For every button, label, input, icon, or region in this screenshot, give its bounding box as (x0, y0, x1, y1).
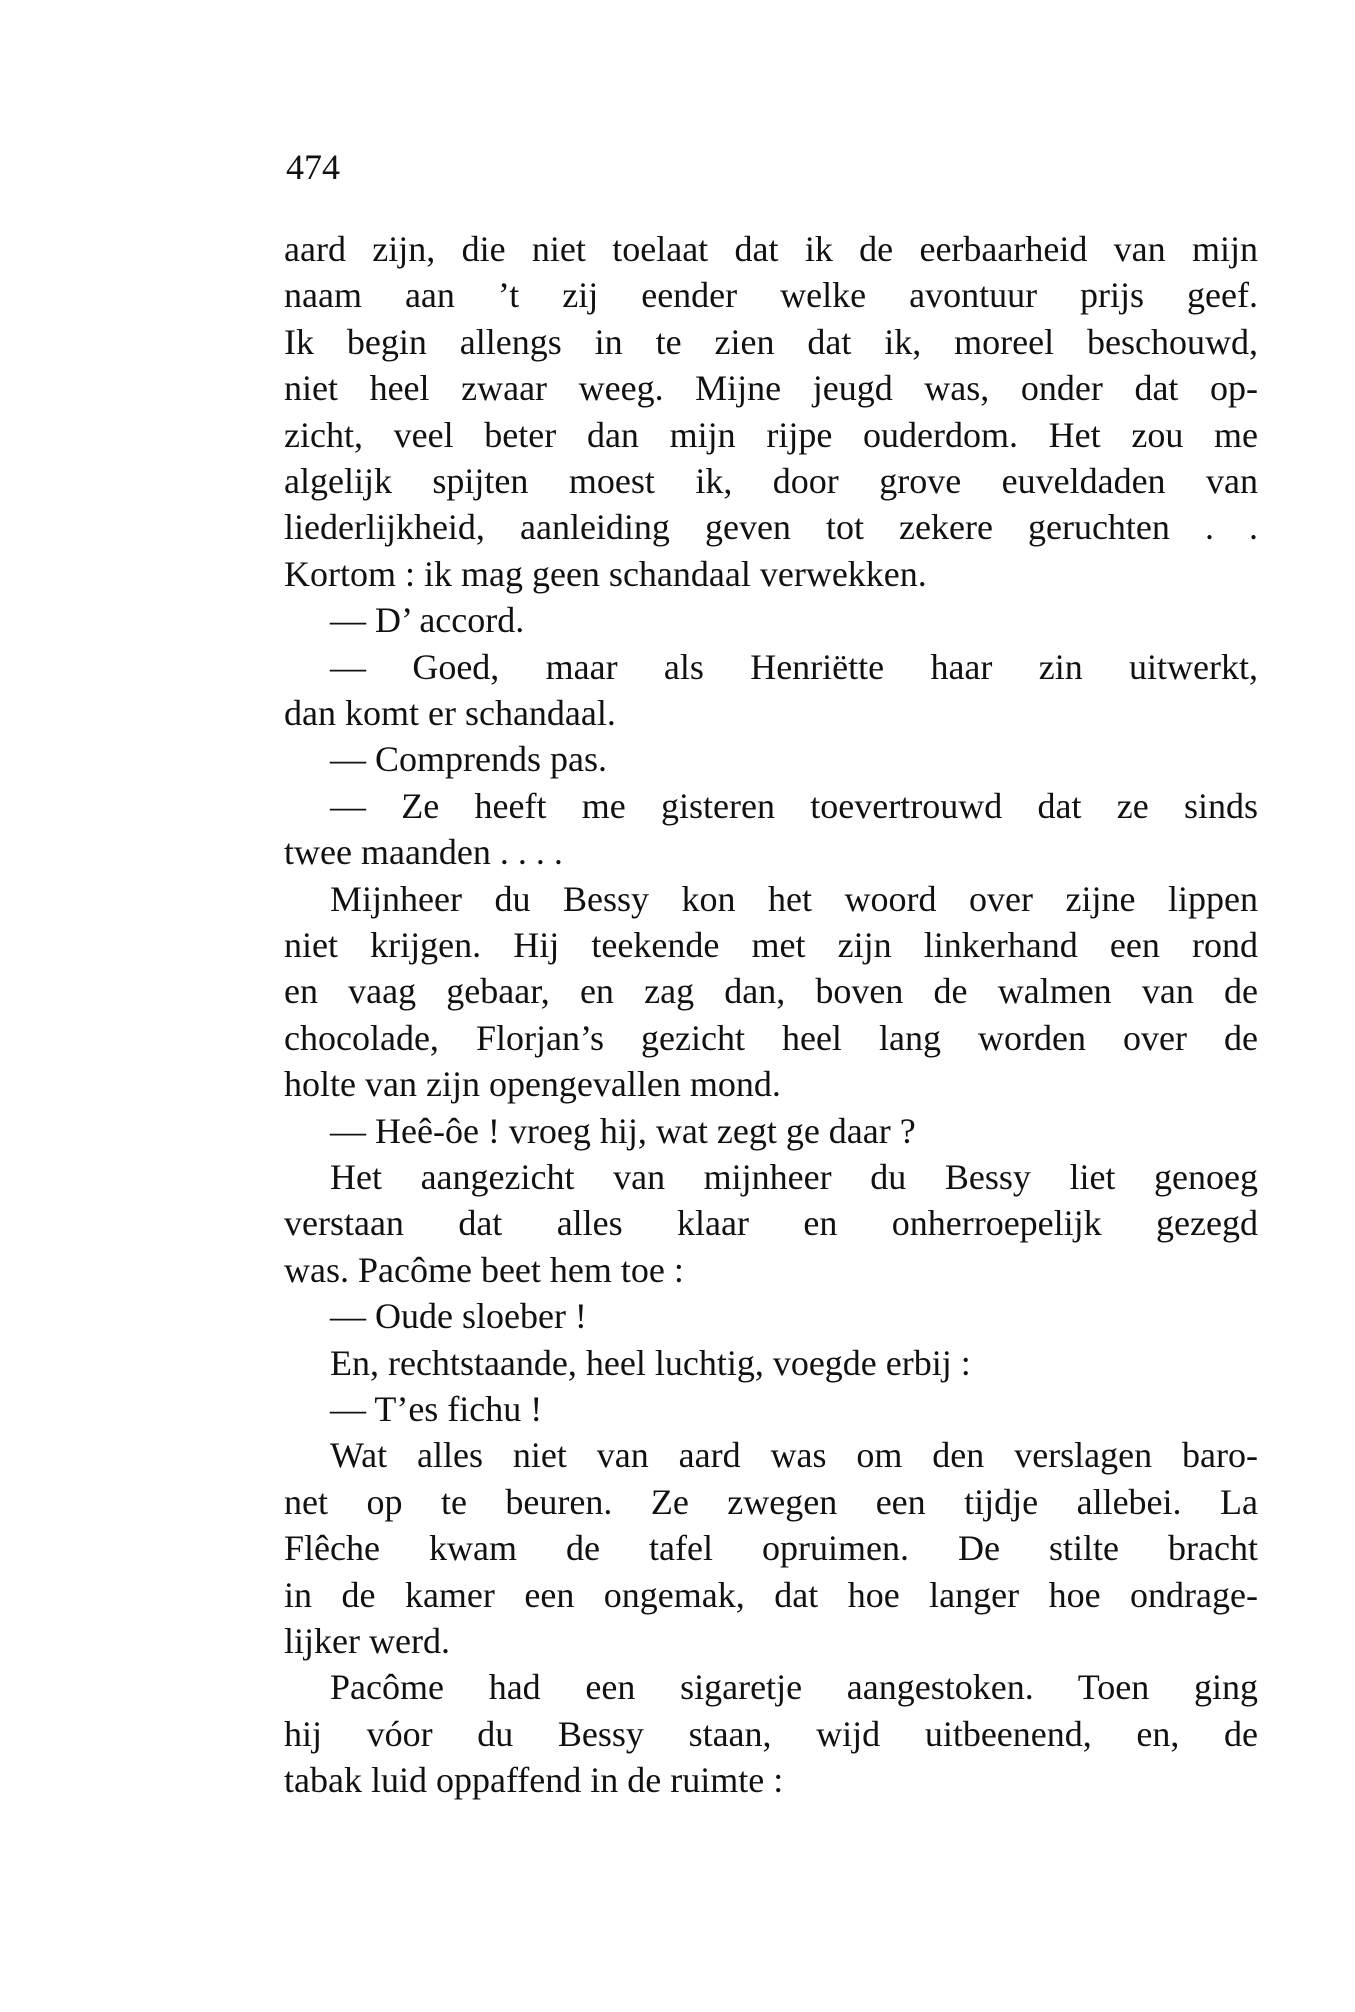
body-text (284, 226, 1258, 1803)
text-line: naam aan ’t zij eender welke avontuur prijs geef. (284, 275, 1258, 316)
text-line: — T’es fichu ! (330, 1388, 543, 1429)
text-line: — Comprends pas. (330, 739, 607, 780)
text-line: — Heê-ôe ! vroeg hij, wat zegt ge daar ? (330, 1110, 916, 1151)
text-line: En, rechtstaande, heel luchtig, voegde erbij : (330, 1342, 971, 1383)
text-line: chocolade, Florjan’s gezicht heel lang worden over de (284, 1017, 1258, 1058)
text-line: tabak luid oppaffend in de ruimte : (284, 1760, 784, 1801)
text-line: Pacôme had een sigaretje aangestoken. Toen ging (330, 1667, 1258, 1708)
text-line: zicht, veel beter dan mijn rijpe ouderdom. Het zou me (284, 414, 1258, 455)
text-line: Mijnheer du Bessy kon het woord over zijne lippen (330, 878, 1258, 919)
text-line: was. Pacôme beet hem toe : (284, 1249, 684, 1290)
text-line: dan komt er schandaal. (284, 692, 616, 733)
text-line: verstaan dat alles klaar en onherroepelijk gezegd (284, 1203, 1258, 1244)
text-line: liederlijkheid, aanleiding geven tot zekere geruchten . . (284, 507, 1258, 548)
text-line: Kortom : ik mag geen schandaal verwekken. (284, 553, 927, 594)
text-line: Het aangezicht van mijnheer du Bessy liet genoeg (330, 1156, 1258, 1197)
text-line: Wat alles niet van aard was om den verslagen baro- (330, 1435, 1258, 1476)
text-line: — Goed, maar als Henriëtte haar zin uitwerkt, (330, 646, 1258, 687)
text-line: net op te beuren. Ze zwegen een tijdje allebei. La (284, 1481, 1258, 1522)
text-line: hij vóor du Bessy staan, wijd uitbeenend, en, de (284, 1713, 1258, 1754)
text-line: — D’ accord. (330, 600, 525, 641)
text-line: twee maanden . . . . (284, 832, 563, 873)
text-line: — Oude sloeber ! (330, 1296, 587, 1337)
text-line: en vaag gebaar, en zag dan, boven de walmen van de (284, 971, 1258, 1012)
text-line: niet heel zwaar weeg. Mijne jeugd was, onder dat op- (284, 368, 1258, 409)
text-line: aard zijn, die niet toelaat dat ik de eerbaarheid van mijn (284, 229, 1258, 269)
page-number: 474 (286, 147, 340, 187)
text-line: Ik begin allengs in te zien dat ik, moreel beschouwd, (284, 321, 1258, 362)
text-line: holte van zijn opengevallen mond. (284, 1064, 781, 1105)
text-line: niet krijgen. Hij teekende met zijn linkerhand een rond (284, 924, 1258, 965)
text-line: — Ze heeft me gisteren toevertrouwd dat ze sinds (330, 785, 1258, 826)
text-line: algelijk spijten moest ik, door grove euveldaden van (284, 460, 1258, 501)
text-line: in de kamer een ongemak, dat hoe langer hoe ondrage- (284, 1574, 1258, 1615)
text-line: lijker werd. (284, 1620, 450, 1661)
text-line: Flêche kwam de tafel opruimen. De stilte bracht (284, 1528, 1258, 1569)
